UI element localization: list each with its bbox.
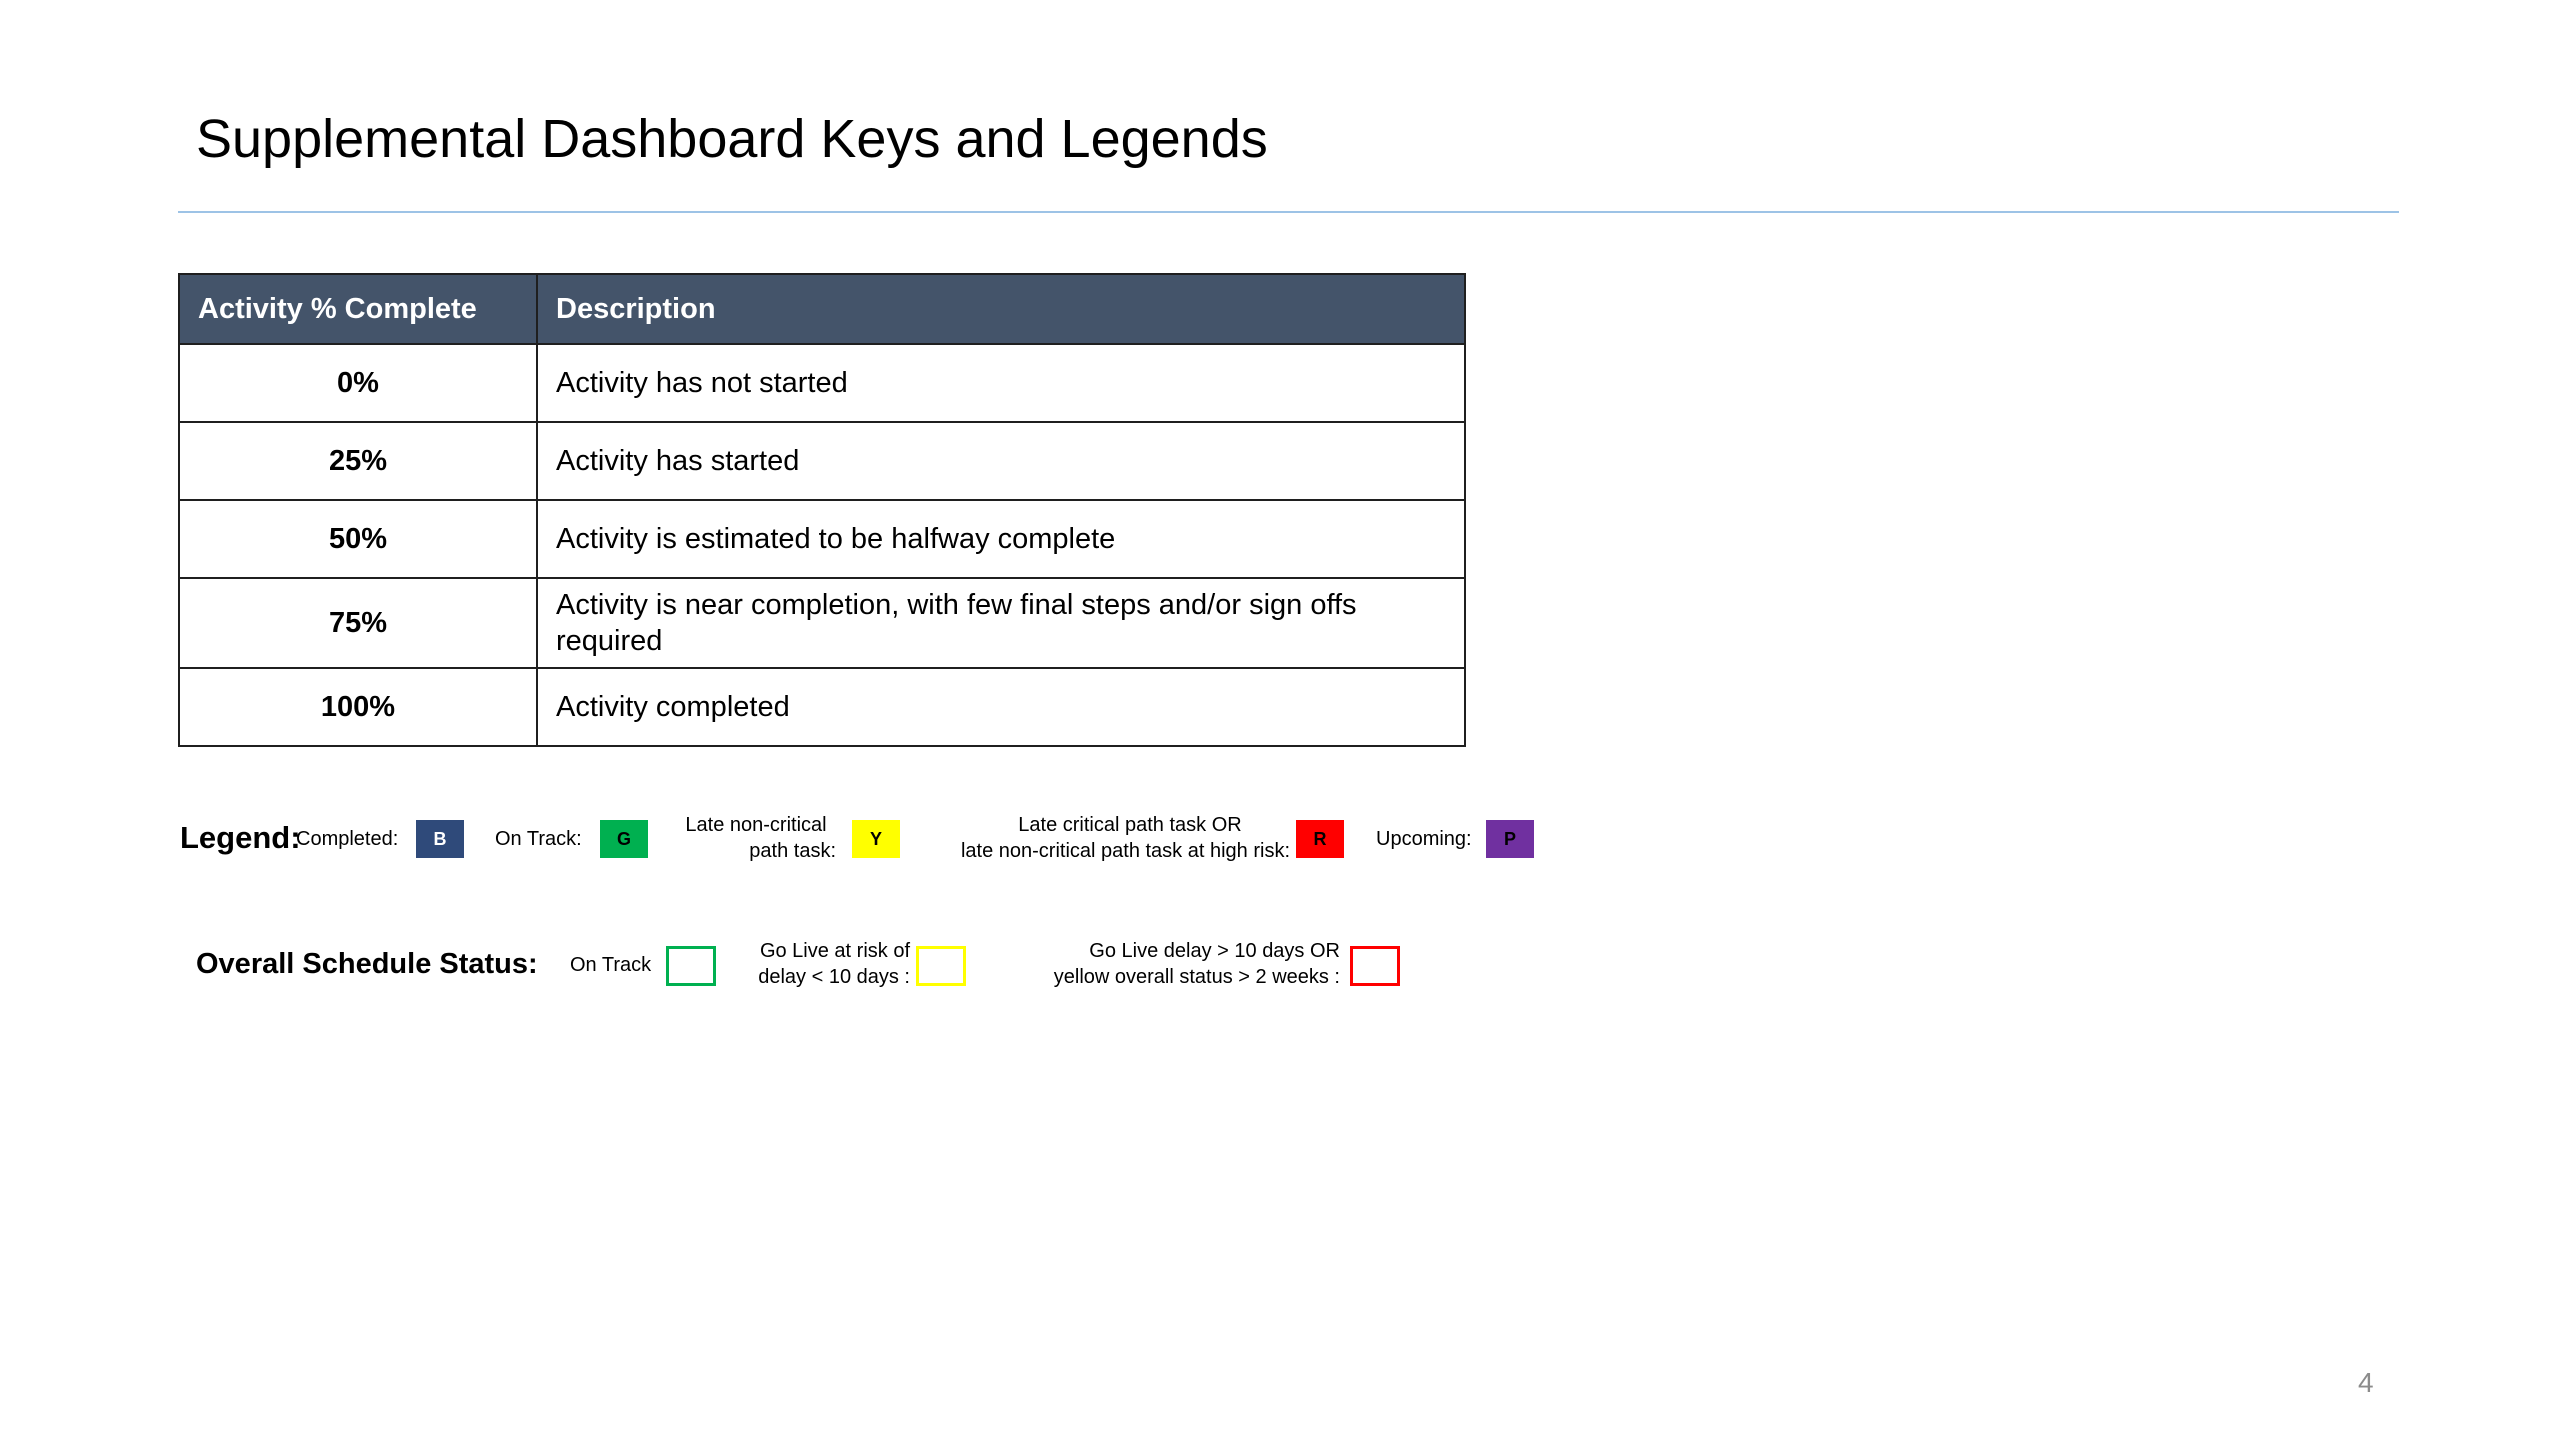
- overall-box-at-risk: [916, 946, 966, 986]
- pct-cell: 0%: [179, 344, 537, 422]
- overall-label-line: delay < 10 days :: [758, 966, 910, 988]
- legend-label-late-non-critical: [676, 812, 836, 864]
- pct-cell: 25%: [179, 422, 537, 500]
- overall-box-on-track: [666, 946, 716, 986]
- table-row: [179, 500, 1465, 578]
- pct-cell: 100%: [179, 668, 537, 746]
- overall-label-line: yellow overall status > 2 weeks :: [1053, 966, 1340, 988]
- overall-label-on-track: On Track: [570, 954, 652, 976]
- status-legend: [180, 812, 1580, 872]
- description-cell: Activity completed: [537, 668, 1465, 746]
- pct-cell: 75%: [179, 578, 537, 668]
- overall-status-title: Overall Schedule Status:: [196, 948, 538, 980]
- slide-title: Supplemental Dashboard Keys and Legends: [196, 109, 1268, 169]
- title-divider: [178, 211, 2399, 213]
- overall-label-delayed: [1020, 938, 1340, 990]
- overall-box-delayed: [1350, 946, 1400, 986]
- legend-swatch-upcoming: P: [1486, 820, 1534, 858]
- overall-label-line: Go Live at risk of: [759, 940, 910, 962]
- table-header-row: [179, 274, 1465, 344]
- legend-title: Legend:: [180, 820, 301, 855]
- description-cell: Activity has started: [537, 422, 1465, 500]
- table-row: [179, 422, 1465, 500]
- legend-swatch-late-non-critical: Y: [852, 820, 900, 858]
- legend-label-on-track: On Track:: [495, 828, 582, 850]
- header-activity-complete: Activity % Complete: [179, 274, 537, 344]
- description-cell: Activity has not started: [537, 344, 1465, 422]
- legend-label-completed: Completed:: [296, 828, 399, 850]
- description-cell: Activity is estimated to be halfway complete: [537, 500, 1465, 578]
- pct-cell: 50%: [179, 500, 537, 578]
- table-row: [179, 578, 1465, 668]
- activity-complete-table: [178, 273, 1466, 747]
- legend-swatch-completed: B: [416, 820, 464, 858]
- legend-swatch-late-critical: R: [1296, 820, 1344, 858]
- legend-swatch-on-track: G: [600, 820, 648, 858]
- legend-label-late-critical: [910, 812, 1290, 864]
- legend-label-upcoming: Upcoming:: [1376, 828, 1472, 850]
- overall-schedule-status: [196, 938, 1496, 1008]
- legend-label-line: late non-critical path task at high risk:: [960, 840, 1290, 862]
- page-number: 4: [2358, 1367, 2374, 1398]
- overall-label-line: Go Live delay > 10 days OR: [1089, 940, 1340, 962]
- overall-label-at-risk: [730, 938, 910, 990]
- legend-label-line: Late non-critical: [685, 814, 827, 836]
- header-description: Description: [537, 274, 1465, 344]
- table-row: [179, 668, 1465, 746]
- table-row: [179, 344, 1465, 422]
- legend-label-line: Late critical path task OR: [1018, 814, 1242, 836]
- legend-label-line: path task:: [749, 840, 836, 862]
- description-cell: Activity is near completion, with few final steps and/or sign offs required: [537, 578, 1465, 668]
